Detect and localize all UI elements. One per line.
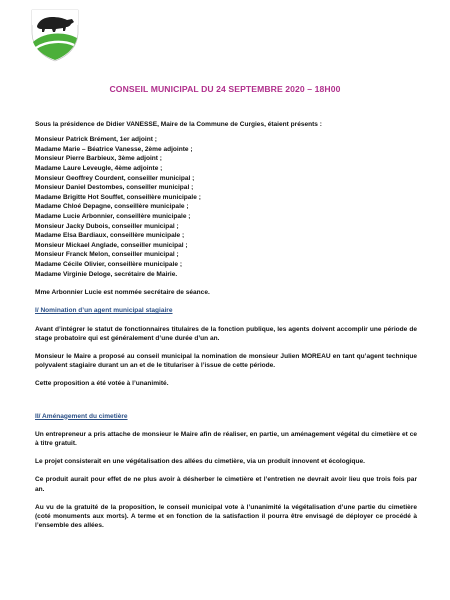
secretary-note: Mme Arbonnier Lucie est nommée secrétaire de séance. [35,289,210,297]
section-heading-cimetiere: II/ Aménagement du cimetière [35,412,128,420]
list-item: Madame Virginie Deloge, secrétaire de Mairie. [35,270,178,278]
list-item: Madame Marie – Béatrice Vanesse, 2ème adjointe ; [35,145,193,153]
list-item: Madame Lucie Arbonnier, conseillère municipale ; [35,212,191,220]
section-heading-nomination: I/ Nomination d’un agent municipal stagiaire [35,307,173,315]
paragraph: Avant d’intégrer le statut de fonctionnaires titulaires de la fonction publique, les agents doivent accomplir une période de stage probatoire qui est généralement d’une durée d’un an. [35,325,417,342]
list-item: Monsieur Patrick Brément, 1er adjoint ; [35,136,157,144]
section-spacer [35,398,417,412]
list-item: Monsieur Jacky Dubois, conseiller municipal ; [35,222,179,230]
boar-shield-crest-icon [30,8,80,62]
paragraph: Cette proposition a été votée à l’unanimité. [35,380,169,388]
paragraph: Monsieur le Maire a proposé au conseil municipal la nomination de monsieur Julien MOREAU en tant qu’agent technique polyvalent stagiaire durant un an et de le titulariser à l’issue de cette période. [35,352,417,370]
intro-text: Sous la présidence de Didier VANESSE, Maire de la Commune de Curgies, étaient présents : [35,121,322,128]
list-item: Monsieur Daniel Destombes, conseiller municipal ; [35,184,194,192]
paragraph: Un entrepreneur a pris attache de monsieur le Maire afin de réaliser, en partie, un aménagement végétal du cimetière et ce à titre gratuit. [35,430,417,447]
list-item: Madame Chloé Depagne, conseillère municipale ; [35,203,189,211]
list-item: Monsieur Franck Melon, conseiller municipal ; [35,251,179,259]
paragraph: Ce produit aurait pour effet de ne plus avoir à désherber le cimetière et l’entretien ne devrait avoir lieu que trois fois par an. [35,476,417,493]
list-item: Madame Laure Leveugle, 4ème adjointe ; [35,164,163,172]
list-item: Madame Cécile Olivier, conseillère municipale ; [35,260,183,268]
list-item: Monsieur Pierre Barbieux, 3ème adjoint ; [35,155,162,163]
list-item: Monsieur Mickael Anglade, conseiller municipal ; [35,241,188,249]
minutes-body [35,120,417,539]
page-title: CONSEIL MUNICIPAL DU 24 SEPTEMBRE 2020 – 18H00 [109,84,341,94]
attendees-list [35,135,417,279]
list-item: Madame Elsa Bardiaux, conseillère municipale ; [35,232,185,240]
paragraph: Le projet consisterait en une végétalisation des allées du cimetière, via un produit innovent et écologique. [35,458,365,466]
list-item: Madame Brigitte Hot Souffet, conseillère municipale ; [35,193,201,201]
list-item: Monsieur Geoffrey Courdent, conseiller municipal ; [35,174,195,182]
paragraph: Au vu de la gratuité de la proposition, le conseil municipal vote à l’unanimité la végétalisation d’une partie du cimetière (coté monuments aux morts). A terme et en fonction de la satisfaction il pourra être envisagé de déployer ce procédé à l’ensemble des allées. [35,503,417,530]
